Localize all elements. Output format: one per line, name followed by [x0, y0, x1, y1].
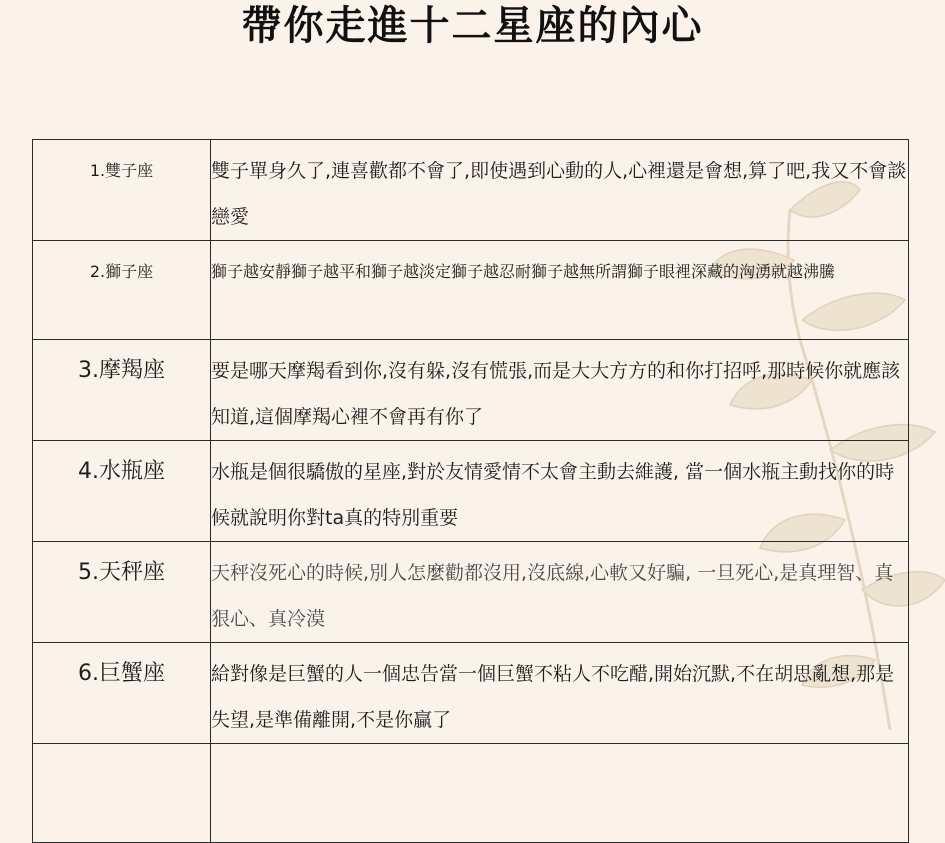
table-row	[33, 140, 909, 241]
table-row	[33, 643, 909, 744]
table-row	[33, 340, 909, 441]
sign-name: 2.獅子座	[89, 262, 154, 281]
sign-name-cell	[33, 241, 211, 340]
sign-description: 給對像是巨蟹的人一個忠告當一個巨蟹不粘人不吃醋,開始沉默,不在胡思亂想,那是失望,是準備離開,不是你贏了	[211, 663, 895, 731]
table-row	[33, 744, 909, 843]
sign-desc-cell	[211, 744, 909, 843]
table-row	[33, 542, 909, 643]
sign-desc-cell	[211, 643, 909, 744]
sign-description: 獅子越安靜獅子越平和獅子越淡定獅子越忍耐獅子越無所謂獅子眼裡深藏的洶湧就越沸騰	[211, 262, 836, 281]
sign-name: 4.水瓶座	[78, 459, 165, 484]
page-title: 帶你走進十二星座的內心	[241, 3, 704, 49]
sign-name: 5.天秤座	[78, 560, 165, 585]
zodiac-table	[32, 139, 909, 843]
table-row	[33, 241, 909, 340]
sign-desc-cell	[211, 241, 909, 340]
sign-desc-cell	[211, 441, 909, 542]
sign-description: 水瓶是個很驕傲的星座,對於友情愛情不太會主動去維護, 當一個水瓶主動找你的時候就說明你對ta真的特別重要	[211, 461, 895, 529]
sign-desc-cell	[211, 140, 909, 241]
sign-name: 1.雙子座	[89, 161, 154, 180]
sign-name-cell	[33, 140, 211, 241]
sign-description: 要是哪天摩羯看到你,沒有躲,沒有慌張,而是大大方方的和你打招呼,那時候你就應該知道,這個摩羯心裡不會再有你了	[211, 360, 901, 428]
table-row	[33, 441, 909, 542]
sign-desc-cell	[211, 542, 909, 643]
sign-name-cell	[33, 744, 211, 843]
sign-description: 天秤沒死心的時候,別人怎麼勸都沒用,沒底線,心軟又好騙, 一旦死心,是真理智、真狠心、真冷漠	[211, 562, 894, 630]
sign-name: 6.巨蟹座	[78, 661, 165, 686]
sign-desc-cell	[211, 340, 909, 441]
sign-description: 雙子單身久了,連喜歡都不會了,即使遇到心動的人,心裡還是會想,算了吧,我又不會談戀愛	[211, 160, 907, 228]
sign-name-cell	[33, 340, 211, 441]
sign-name-cell	[33, 643, 211, 744]
sign-name: 3.摩羯座	[78, 358, 165, 383]
sign-name-cell	[33, 542, 211, 643]
sign-name-cell	[33, 441, 211, 542]
